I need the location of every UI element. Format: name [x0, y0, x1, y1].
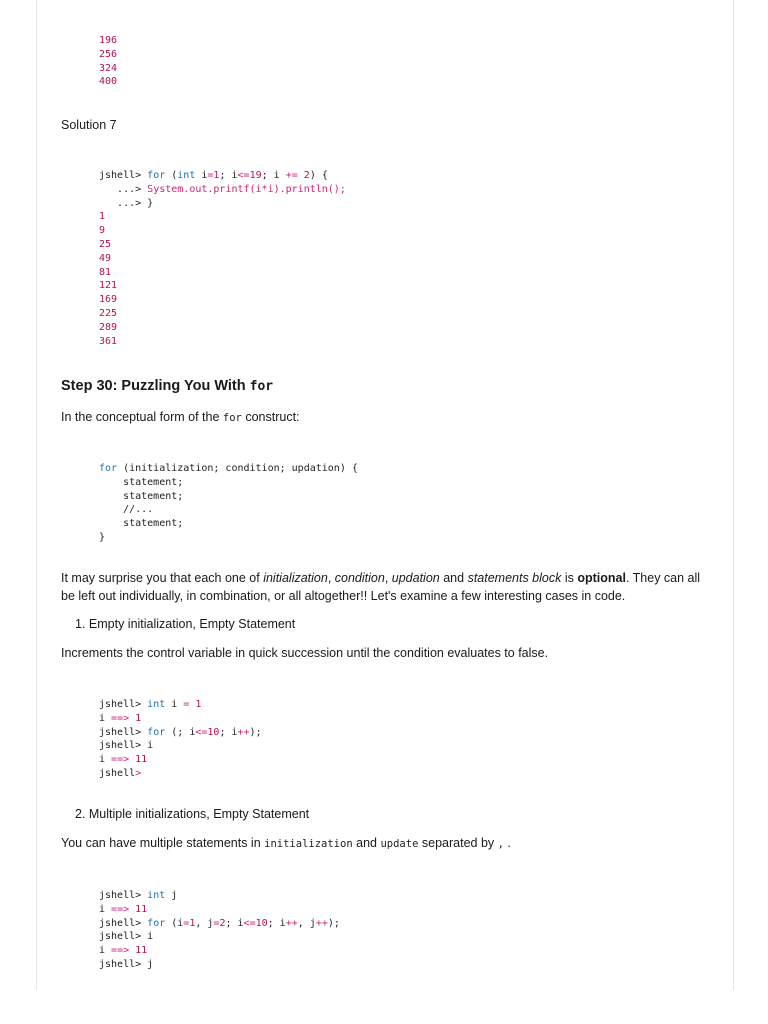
inline-code: update [380, 838, 419, 850]
code-line [99, 958, 340, 972]
code-line: statement; [99, 476, 184, 488]
continuation-prompt: ...> [99, 183, 148, 195]
code-text: } [147, 197, 154, 209]
case1-code-block [99, 698, 262, 781]
number: 1 [189, 917, 196, 929]
prompt: jshell> [99, 890, 148, 901]
output-line: 324 [99, 62, 118, 74]
inline-code: , [497, 838, 504, 850]
conceptual-code-block [99, 462, 358, 545]
keyword: int [177, 170, 196, 181]
text: and [439, 571, 468, 585]
text: and [352, 836, 381, 850]
code-text: , j [195, 917, 214, 929]
code-text: ( [165, 170, 178, 181]
text: , [384, 571, 392, 585]
code-line [99, 917, 340, 931]
emphasis: condition [334, 571, 385, 585]
code-text: i [99, 712, 112, 724]
code-line [99, 726, 262, 740]
keyword: int [147, 890, 166, 901]
code-text: ) { [309, 170, 328, 181]
emphasis: initialization [263, 571, 328, 585]
keyword: for [147, 917, 166, 929]
output-line: 169 [99, 294, 118, 306]
output-line: 49 [99, 252, 112, 264]
code-line: //... [99, 504, 154, 516]
text: . [503, 836, 511, 850]
code-text: i [147, 740, 154, 752]
text: You can have multiple statements in [61, 836, 265, 850]
code-line [99, 183, 346, 197]
operator: = [207, 170, 214, 181]
code-line [99, 903, 340, 917]
code-line [99, 698, 262, 712]
operator: ==> [111, 754, 130, 766]
prompt: jshell> [99, 917, 148, 929]
code-text: ); [327, 917, 340, 929]
keyword: for [147, 170, 166, 181]
operator: = [183, 917, 190, 929]
number: 1 [189, 699, 202, 710]
keyword: for [147, 726, 166, 738]
output-line: 256 [99, 48, 118, 60]
step-heading-text: Step 30: Puzzling You With [61, 378, 250, 394]
keyword: for [99, 463, 118, 474]
code-line: statement; [99, 518, 184, 530]
method-call: System.out.printf(i*i).println(); [147, 183, 346, 195]
intro-before: In the conceptual form of the [61, 410, 223, 424]
operator: <= [243, 917, 256, 929]
operator: = [213, 917, 220, 929]
output-line: 121 [99, 280, 118, 292]
output-line: 25 [99, 238, 112, 250]
code-text: (; i [165, 726, 196, 738]
prompt: jshell> [99, 740, 148, 752]
intro-after: construct: [241, 410, 300, 424]
prompt: jshell> [99, 726, 148, 738]
operator: += [285, 170, 298, 181]
prompt: jshell> [99, 931, 148, 943]
code-text: i [99, 754, 112, 766]
step-heading-code: for [249, 379, 274, 394]
code-line [99, 944, 340, 958]
prompt: jshell [99, 767, 136, 779]
continuation-prompt: ...> [99, 197, 148, 209]
code-line [99, 169, 346, 183]
code-text: ; i [261, 170, 286, 181]
number: 2 [303, 170, 310, 181]
code-text: i [99, 945, 112, 957]
solution-heading: Solution 7 [61, 118, 117, 132]
operator: > [135, 767, 142, 779]
operator: <= [195, 726, 208, 738]
code-text: i [147, 931, 154, 943]
code-line [99, 197, 346, 211]
text: separated by [418, 836, 498, 850]
code-line [99, 712, 262, 726]
output-line: 81 [99, 266, 112, 278]
code-text: ; i [219, 726, 238, 738]
code-line [99, 767, 262, 781]
emphasis: updation [391, 571, 440, 585]
keyword: int [147, 699, 166, 710]
prompt: jshell> [99, 958, 148, 970]
number: 10 [207, 726, 220, 738]
case1-description: Increments the control variable in quick succession until the condition evaluates to false. [61, 646, 549, 660]
case2-label: 2. Multiple initializations, Empty Statement [75, 807, 310, 821]
code-text: (initialization; condition; updation) { [117, 463, 358, 474]
code-text: ; i [225, 917, 244, 929]
code-text: ; i [267, 917, 286, 929]
code-text: j [147, 958, 154, 970]
intro-text [61, 410, 300, 424]
output-line: 361 [99, 335, 118, 347]
number: 10 [255, 917, 268, 929]
output-line: 196 [99, 35, 118, 46]
number: 19 [249, 170, 262, 181]
case1-label: 1. Empty initialization, Empty Statement [75, 617, 296, 631]
text: is [561, 571, 578, 585]
case2-description [61, 836, 511, 850]
number: 11 [129, 903, 148, 915]
solution-code-block [99, 169, 346, 348]
emphasis: statements block [467, 571, 562, 585]
inline-code: for [222, 412, 242, 424]
output-line: 1 [99, 211, 106, 223]
number: 1 [213, 170, 220, 181]
text: . They can all be left out individually, in combination, or all altogether!! Let's examine a few interesting cases in code. [61, 571, 701, 603]
code-line [99, 739, 262, 753]
surprise-paragraph [61, 569, 711, 605]
step-heading [61, 378, 273, 394]
text: , [327, 571, 335, 585]
code-text: (i [165, 917, 184, 929]
output-line: 9 [99, 225, 106, 237]
number: 11 [129, 754, 148, 766]
code-text: i [195, 170, 208, 181]
top-output-block [99, 34, 117, 89]
output-line: 225 [99, 307, 118, 319]
operator: ++ [237, 726, 250, 738]
operator: ++ [315, 917, 328, 929]
code-line: } [99, 531, 106, 543]
output-line: 289 [99, 321, 118, 333]
text: It may surprise you that each one of [61, 571, 264, 585]
inline-code: initialization [264, 838, 353, 850]
code-text: ); [249, 726, 262, 738]
code-text: , j [297, 917, 316, 929]
number: 2 [219, 917, 226, 929]
strong: optional [577, 571, 626, 585]
prompt: jshell> [99, 699, 148, 710]
case2-code-block [99, 889, 340, 972]
code-text: ; i [219, 170, 238, 181]
operator: <= [237, 170, 250, 181]
number: 1 [129, 712, 142, 724]
operator: ==> [111, 712, 130, 724]
operator: ++ [285, 917, 298, 929]
code-text: j [165, 890, 178, 901]
operator: = [183, 699, 190, 710]
code-line [99, 889, 340, 903]
operator: ==> [111, 903, 130, 915]
operator: ==> [111, 945, 130, 957]
output-line: 400 [99, 76, 118, 88]
code-line [99, 930, 340, 944]
code-line: statement; [99, 490, 184, 502]
number: 11 [129, 945, 148, 957]
code-text: i [99, 903, 112, 915]
code-line [99, 753, 262, 767]
code-text: i [165, 699, 184, 710]
prompt: jshell> [99, 170, 148, 181]
code-line [99, 462, 358, 476]
